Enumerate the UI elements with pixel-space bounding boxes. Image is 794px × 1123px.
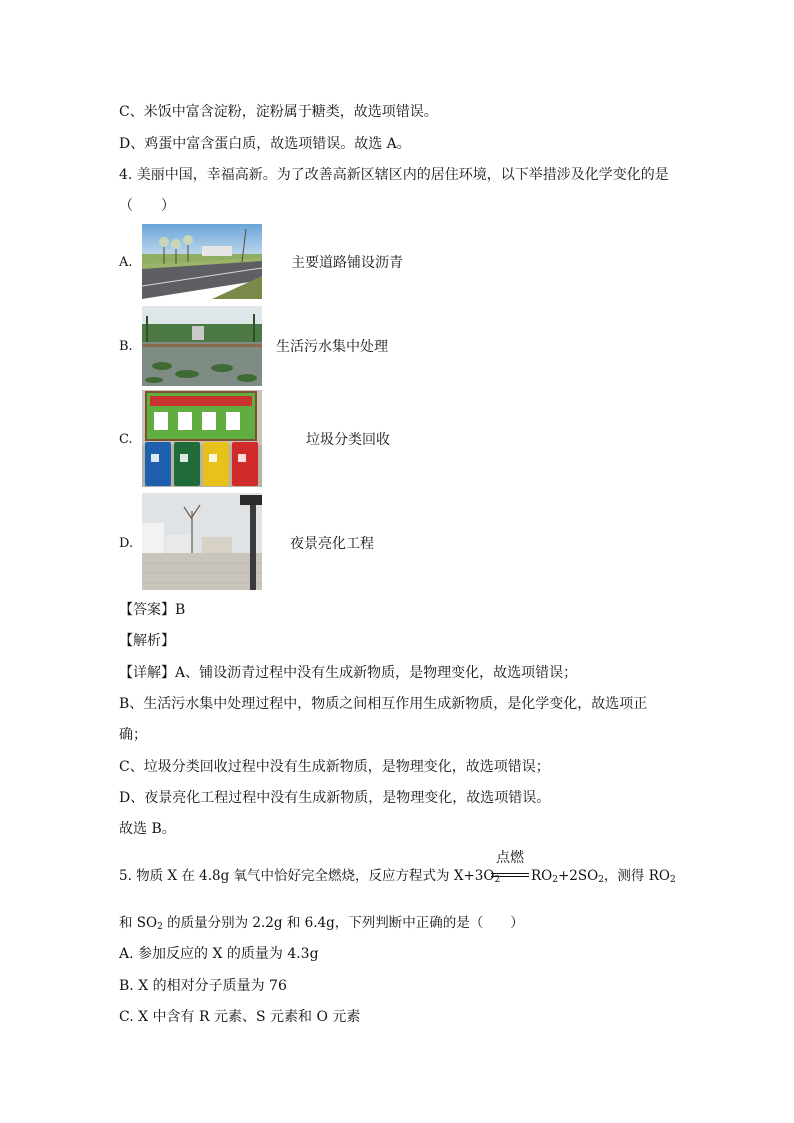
q4-detail-d: D、夜景亮化工程过程中没有生成新物质，是物理变化，故选项错误。 xyxy=(119,790,551,806)
q5-line2-subscript: 2 xyxy=(157,922,163,932)
q4-detail-b-line2: 确； xyxy=(119,727,147,743)
q4-answer-blank: （ ） xyxy=(119,198,175,214)
q4-detail-c: C、垃圾分类回收过程中没有生成新物质，是物理变化，故选项错误； xyxy=(119,759,550,775)
q4-detail-a: 【详解】A、铺设沥青过程中没有生成新物质，是物理变化，故选项错误； xyxy=(119,665,578,681)
q5-equation-products xyxy=(531,866,676,886)
q4-option-a-photo xyxy=(142,224,262,299)
q5-o2-subscript: 2 xyxy=(494,875,501,885)
q5-equation-bar-bottom xyxy=(491,876,529,877)
q5-reaction-condition: 点燃 xyxy=(496,850,524,866)
q4-option-d-text: 夜景亮化工程 xyxy=(290,536,374,552)
q5-stem-text: 5. 物质 X 在 4.8g 氧气中恰好完全燃烧，反应方程式为 X+3O xyxy=(119,868,495,884)
q4-analysis-title: 【解析】 xyxy=(119,633,175,649)
q4-option-b-letter: B. xyxy=(119,339,133,354)
q5-product-ro: RO xyxy=(531,868,553,884)
q4-option-c-letter: C. xyxy=(119,432,133,447)
q5-line2-pre: 和 SO xyxy=(119,915,158,931)
q5-stem-line1 xyxy=(119,866,500,886)
q5-option-a: A. 参加反应的 X 的质量为 4.3g xyxy=(119,946,319,962)
prev-option-c: C、米饭中富含淀粉，淀粉属于糖类，故选项错误。 xyxy=(119,104,438,120)
q5-ro-subscript: 2 xyxy=(552,875,558,885)
q5-product-so: +2SO xyxy=(557,868,599,884)
q5-measured-text: ，测得 RO xyxy=(603,868,670,884)
q5-ro2-subscript: 2 xyxy=(669,875,676,885)
q4-option-b-photo xyxy=(142,306,262,386)
prev-option-d: D、鸡蛋中富含蛋白质，故选项错误。故选 A。 xyxy=(119,136,411,152)
q5-option-c: C. X 中含有 R 元素、S 元素和 O 元素 xyxy=(119,1009,361,1025)
q5-option-b: B. X 的相对分子质量为 76 xyxy=(119,978,287,994)
q4-option-b-text: 生活污水集中处理 xyxy=(276,339,388,355)
q5-stem-line2 xyxy=(119,913,524,933)
q5-line2-post: 的质量分别为 2.2g 和 6.4g，下列判断中正确的是（ ） xyxy=(162,915,524,931)
q4-answer: 【答案】B xyxy=(119,602,186,618)
q4-conclusion: 故选 B。 xyxy=(119,821,176,837)
q4-option-a-letter: A. xyxy=(119,255,133,270)
q4-stem: 4. 美丽中国，幸福高新。为了改善高新区辖区内的居住环境，以下举措涉及化学变化的是 xyxy=(119,167,669,183)
q4-detail-b-line1: B、生活污水集中处理过程中，物质之间相互作用生成新物质，是化学变化，故选项正 xyxy=(119,696,648,712)
q5-equation-bar-top xyxy=(491,873,529,874)
q5-so-subscript: 2 xyxy=(598,875,604,885)
q4-option-a-text: 主要道路铺设沥青 xyxy=(291,255,403,271)
q4-option-c-text: 垃圾分类回收 xyxy=(306,432,390,448)
q4-option-d-letter: D. xyxy=(119,536,134,551)
q4-option-c-photo xyxy=(142,390,262,487)
q4-option-d-photo xyxy=(142,493,262,590)
